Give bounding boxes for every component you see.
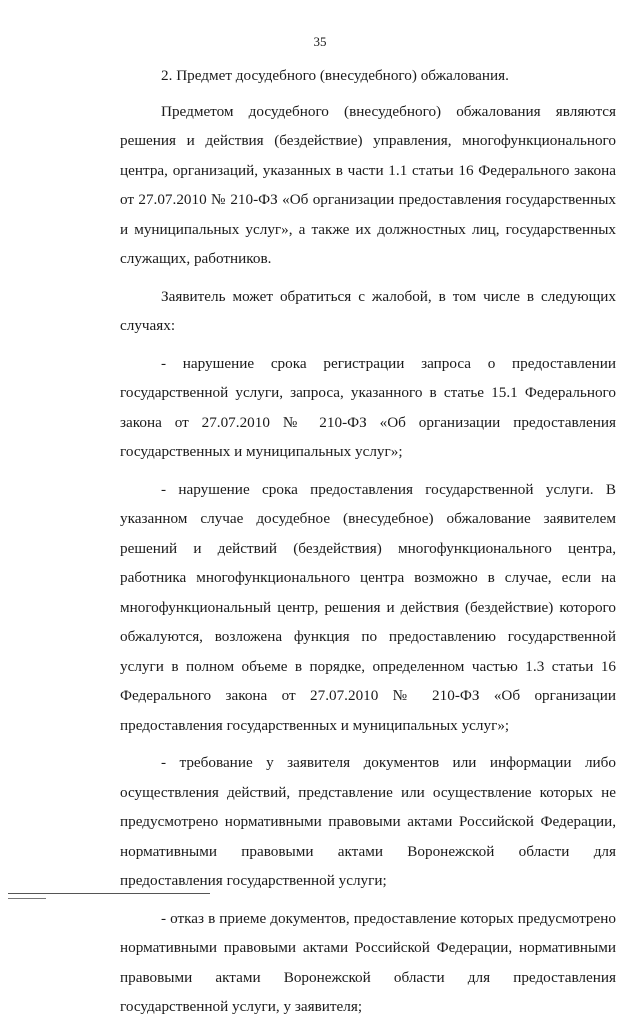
page-number: 35 (313, 34, 327, 49)
list-item-service-deadline: - нарушение срока предоставления государственной услуги. В указанном случае досудебное (внесудебное) обжалование заявителем решений и действий (бездействия) многофункционального центра, работника многофункционального центра возможно в случае, если на многофункциональный центр, решения и действия (бездействие) которого обжалуются, возложена функция по предоставлению государственной услуги в полном объеме в порядке, определенном частью 1.3 статьи 16 Федерального закона от 27.07.2010 № 210-ФЗ «Об организации предоставления государственных и муниципальных услуг»; (120, 480, 616, 734)
paragraph-cases-intro: Заявитель может обратиться с жалобой, в том числе в следующих случаях: (120, 287, 616, 334)
paragraph-subject: Предметом досудебного (внесудебного) обжалования являются решения и действия (бездействие) управления, многофункционального центра, организаций, указанных в части 1.1 статьи 16 Федерального закона от 27.07.2010 № 210-ФЗ «Об организации предоставления государственных и муниципальных услуг», а также их должностных лиц, государственных служащих, работников. (120, 102, 616, 267)
list-item-document-requirement: - требование у заявителя документов или информации либо осуществления действий, представление или осуществление которых не предусмотрено нормативными правовыми актами Российской Федерации, нормативными правовыми актами Воронежской области для предоставления государственной услуги; (120, 754, 616, 889)
section-heading: 2. Предмет досудебного (внесудебного) обжалования. (161, 67, 509, 84)
footer-rule (8, 893, 210, 894)
footer-rule-short (8, 898, 46, 899)
list-item-registration-deadline: - нарушение срока регистрации запроса о предоставлении государственной услуги, запроса, указанного в статье 15.1 Федерального закона от 27.07.2010 № 210-ФЗ «Об организации предоставления государственных и муниципальных услуг»; (120, 354, 616, 460)
list-item-document-refusal: - отказ в приеме документов, предоставление которых предусмотрено нормативными правовыми актами Российской Федерации, нормативными правовыми актами Воронежской области для предоставления государственной услуги, у заявителя; (120, 909, 616, 1015)
document-body (120, 61, 616, 1030)
